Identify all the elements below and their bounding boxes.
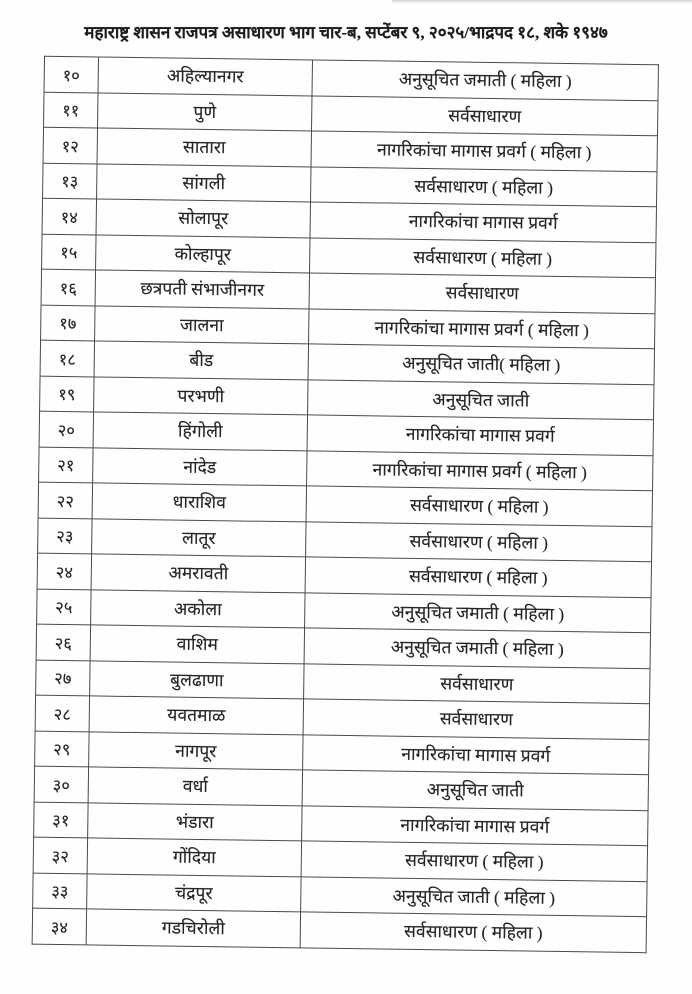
reservation-category-cell: सर्वसाधारण ( महिला ) — [300, 912, 646, 952]
district-name-cell: लातूर — [92, 518, 306, 556]
serial-number-cell: २८ — [35, 695, 89, 731]
district-name-cell: धाराशिव — [92, 483, 306, 521]
reservation-category-cell: सर्वसाधारण ( महिला ) — [305, 557, 651, 597]
district-name-cell: बीड — [94, 341, 308, 379]
reservation-category-cell: सर्वसाधारण ( महिला ) — [301, 841, 647, 881]
serial-number-cell: १६ — [41, 269, 95, 305]
serial-number-cell: ३२ — [33, 837, 87, 873]
district-reservation-table — [32, 56, 659, 953]
serial-number-cell: १० — [44, 56, 98, 92]
district-name-cell: गडचिरोली — [86, 909, 300, 947]
serial-number-cell: ३१ — [34, 802, 88, 838]
district-name-cell: वर्धा — [88, 767, 302, 805]
district-name-cell: छत्रपती संभाजीनगर — [95, 270, 309, 308]
reservation-category-cell: नागरिकांचा मागास प्रवर्ग ( महिला ) — [309, 308, 655, 348]
serial-number-cell: ३३ — [33, 873, 87, 909]
district-name-cell: सांगली — [97, 163, 311, 201]
reservation-category-cell: नागरिकांचा मागास प्रवर्ग — [302, 805, 648, 845]
district-name-cell: सातारा — [97, 128, 311, 166]
district-name-cell: वाशिम — [90, 625, 304, 663]
reservation-category-cell: नागरिकांचा मागास प्रवर्ग — [310, 202, 656, 242]
serial-number-cell: २५ — [37, 589, 91, 625]
serial-number-cell: २६ — [36, 624, 90, 660]
reservation-category-cell: अनुसूचित जाती — [302, 770, 648, 810]
reservation-category-cell: सर्वसाधारण ( महिला ) — [311, 166, 657, 206]
district-name-cell: अमरावती — [91, 554, 305, 592]
reservation-category-cell: सर्वसाधारण — [309, 273, 655, 313]
serial-number-cell: ११ — [44, 92, 98, 128]
district-name-cell: गोंदिया — [87, 838, 301, 876]
reservation-category-cell: नागरिकांचा मागास प्रवर्ग ( महिला ) — [307, 450, 653, 490]
reservation-category-cell: सर्वसाधारण — [303, 699, 649, 739]
reservation-category-cell: सर्वसाधारण ( महिला ) — [310, 237, 656, 277]
district-name-cell: सोलापूर — [96, 199, 310, 237]
reservation-category-cell: सर्वसाधारण — [312, 95, 658, 135]
district-name-cell: जालना — [95, 305, 309, 343]
serial-number-cell: २३ — [38, 518, 92, 554]
serial-number-cell: १९ — [40, 376, 94, 412]
reservation-category-cell: सर्वसाधारण — [304, 663, 650, 703]
district-name-cell: कोल्हापूर — [96, 234, 310, 272]
reservation-category-cell: अनुसूचित जाती — [308, 379, 654, 419]
reservation-category-cell: नागरिकांचा मागास प्रवर्ग — [303, 734, 649, 774]
reservation-category-cell: नागरिकांचा मागास प्रवर्ग ( महिला ) — [311, 131, 657, 171]
serial-number-cell: २० — [39, 411, 93, 447]
serial-number-cell: २४ — [37, 553, 91, 589]
reservation-category-cell: अनुसूचित जमाती ( महिला ) — [305, 592, 651, 632]
district-name-cell: बुलढाणा — [90, 660, 304, 698]
reservation-category-cell: अनुसूचित जाती( महिला ) — [308, 344, 654, 384]
serial-number-cell: १४ — [42, 198, 96, 234]
district-name-cell: नागपूर — [89, 731, 303, 769]
gazette-header-title: महाराष्ट्र शासन राजपत्र असाधारण भाग चार-ब, सप्टेंबर ९, २०२५/भाद्रपद १८, शके १९४७ — [84, 23, 608, 42]
district-name-cell: परभणी — [94, 376, 308, 414]
serial-number-cell: २१ — [39, 447, 93, 483]
serial-number-cell: ३४ — [32, 908, 86, 944]
table-body — [32, 56, 658, 952]
district-name-cell: अहिल्यानगर — [98, 57, 312, 95]
district-name-cell: भंडारा — [88, 802, 302, 840]
reservation-category-cell: सर्वसाधारण ( महिला ) — [306, 521, 652, 561]
serial-number-cell: २२ — [38, 482, 92, 518]
serial-number-cell: २७ — [36, 660, 90, 696]
reservation-category-cell: नागरिकांचा मागास प्रवर्ग — [307, 415, 653, 455]
district-name-cell: अकोला — [91, 589, 305, 627]
serial-number-cell: १७ — [41, 305, 95, 341]
district-name-cell: चंद्रपूर — [87, 873, 301, 911]
table-row — [32, 908, 646, 952]
district-name-cell: पुणे — [98, 92, 312, 130]
district-name-cell: यवतमाळ — [89, 696, 303, 734]
reservation-category-cell: अनुसूचित जमाती ( महिला ) — [304, 628, 650, 668]
serial-number-cell: १८ — [40, 340, 94, 376]
serial-number-cell: १२ — [43, 127, 97, 163]
serial-number-cell: १५ — [42, 234, 96, 270]
serial-number-cell: २९ — [35, 731, 89, 767]
district-name-cell: हिंगोली — [93, 412, 307, 450]
reservation-category-cell: अनुसूचित जमाती ( महिला ) — [312, 60, 658, 100]
reservation-category-cell: सर्वसाधारण ( महिला ) — [306, 486, 652, 526]
district-name-cell: नांदेड — [93, 447, 307, 485]
reservation-category-cell: अनुसूचित जाती ( महिला ) — [301, 876, 647, 916]
serial-number-cell: १३ — [43, 163, 97, 199]
serial-number-cell: ३० — [34, 766, 88, 802]
